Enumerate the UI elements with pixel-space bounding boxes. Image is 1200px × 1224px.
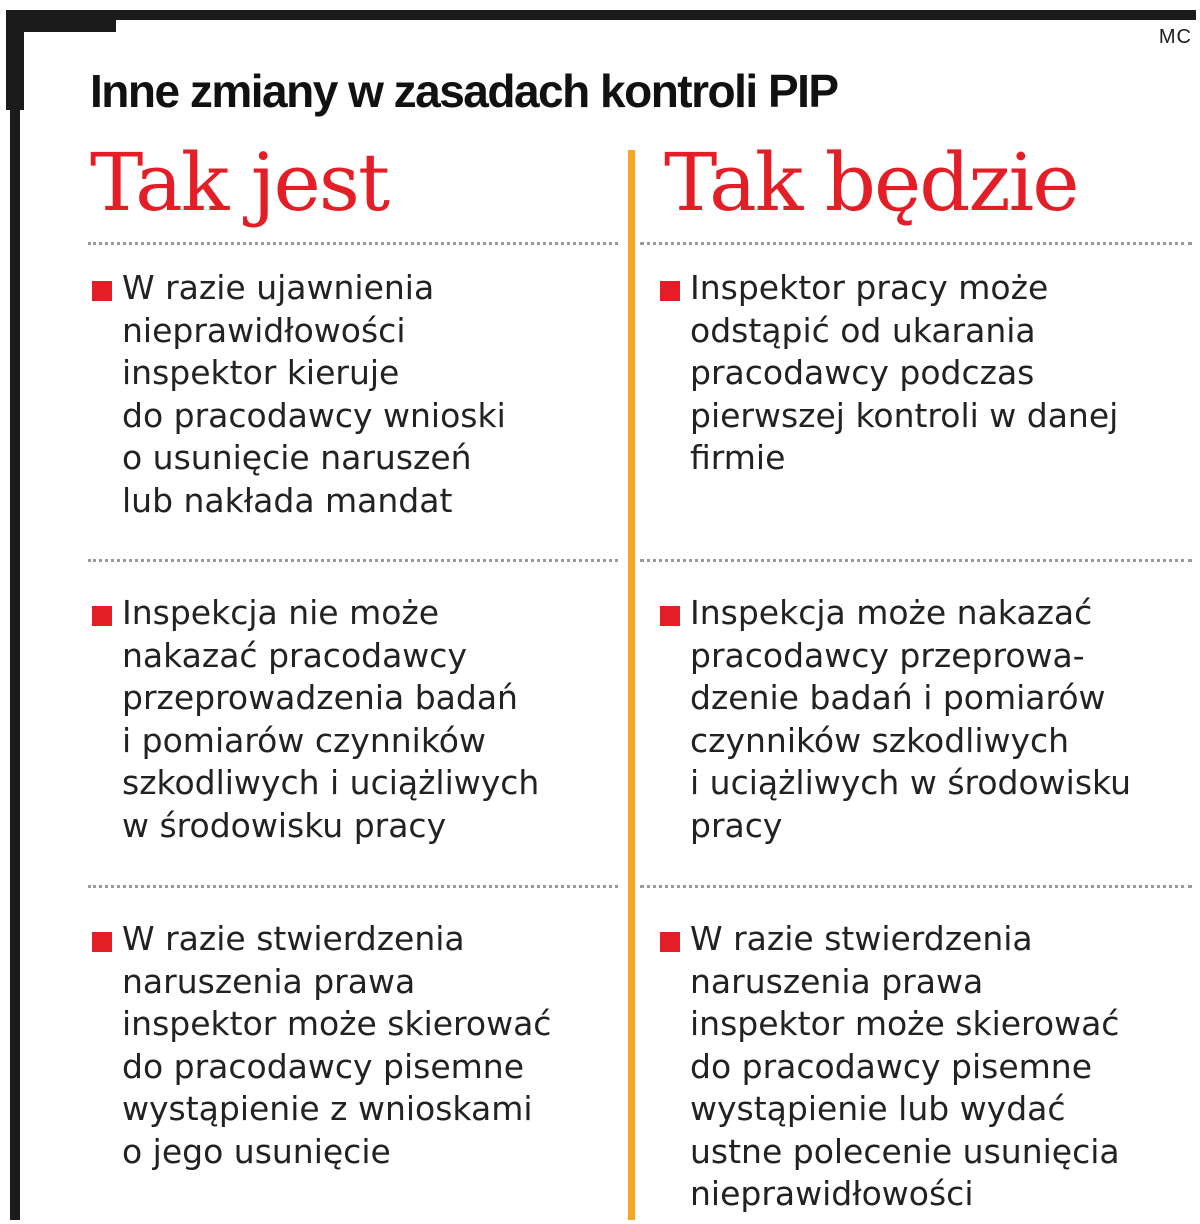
list-item-current-3: W razie stwierdzenia naruszenia prawa inspektor może skierować do pracodawcy pisemne wystąpienie z wnioskami o jego usunięcie — [122, 919, 552, 1171]
separator-right-2 — [640, 559, 1192, 562]
list-item-future-2: Inspekcja może nakazać pracodawcy przeprowa- dzenie badań i pomiarów czynników szkodliwych i uciążliwych w środowisku pracy — [690, 593, 1132, 845]
list-item-future-3: W razie stwierdzenia naruszenia prawa inspektor może skierować do pracodawcy pisemne wystąpienie lub wydać ustne polecenie usunięcia nieprawidłowości — [690, 919, 1120, 1213]
bullet-square — [660, 932, 680, 952]
frame-top-rule — [6, 10, 1196, 20]
bullet-square — [92, 281, 112, 301]
bullet-square — [92, 932, 112, 952]
separator-left-3 — [88, 885, 618, 888]
heading-tak-bedzie: Tak będzie — [664, 136, 1078, 229]
list-item-future-1: Inspektor pracy może odstąpić od ukarania pracodawcy podczas pierwszej kontroli w danej firmie — [690, 268, 1119, 477]
separator-left-1 — [88, 242, 618, 245]
column-divider — [628, 150, 635, 1220]
bullet-square — [660, 281, 680, 301]
heading-tak-jest: Tak jest — [90, 136, 389, 229]
separator-right-3 — [640, 885, 1192, 888]
bullet-square — [660, 606, 680, 626]
bullet-square — [92, 606, 112, 626]
frame-left-rule — [10, 10, 20, 1220]
list-item-current-2: Inspekcja nie może nakazać pracodawcy przeprowadzenia badań i pomiarów czynników szkodliwych i uciążliwych w środowisku pracy — [122, 593, 540, 845]
separator-right-1 — [640, 242, 1192, 245]
credit-label: MC — [1158, 26, 1192, 48]
list-item-current-1: W razie ujawnienia nieprawidłowości inspektor kieruje do pracodawcy wnioski o usunięcie naruszeń lub nakłada mandat — [122, 268, 506, 520]
page-title: Inne zmiany w zasadach kontroli PIP — [90, 65, 838, 117]
separator-left-2 — [88, 559, 618, 562]
